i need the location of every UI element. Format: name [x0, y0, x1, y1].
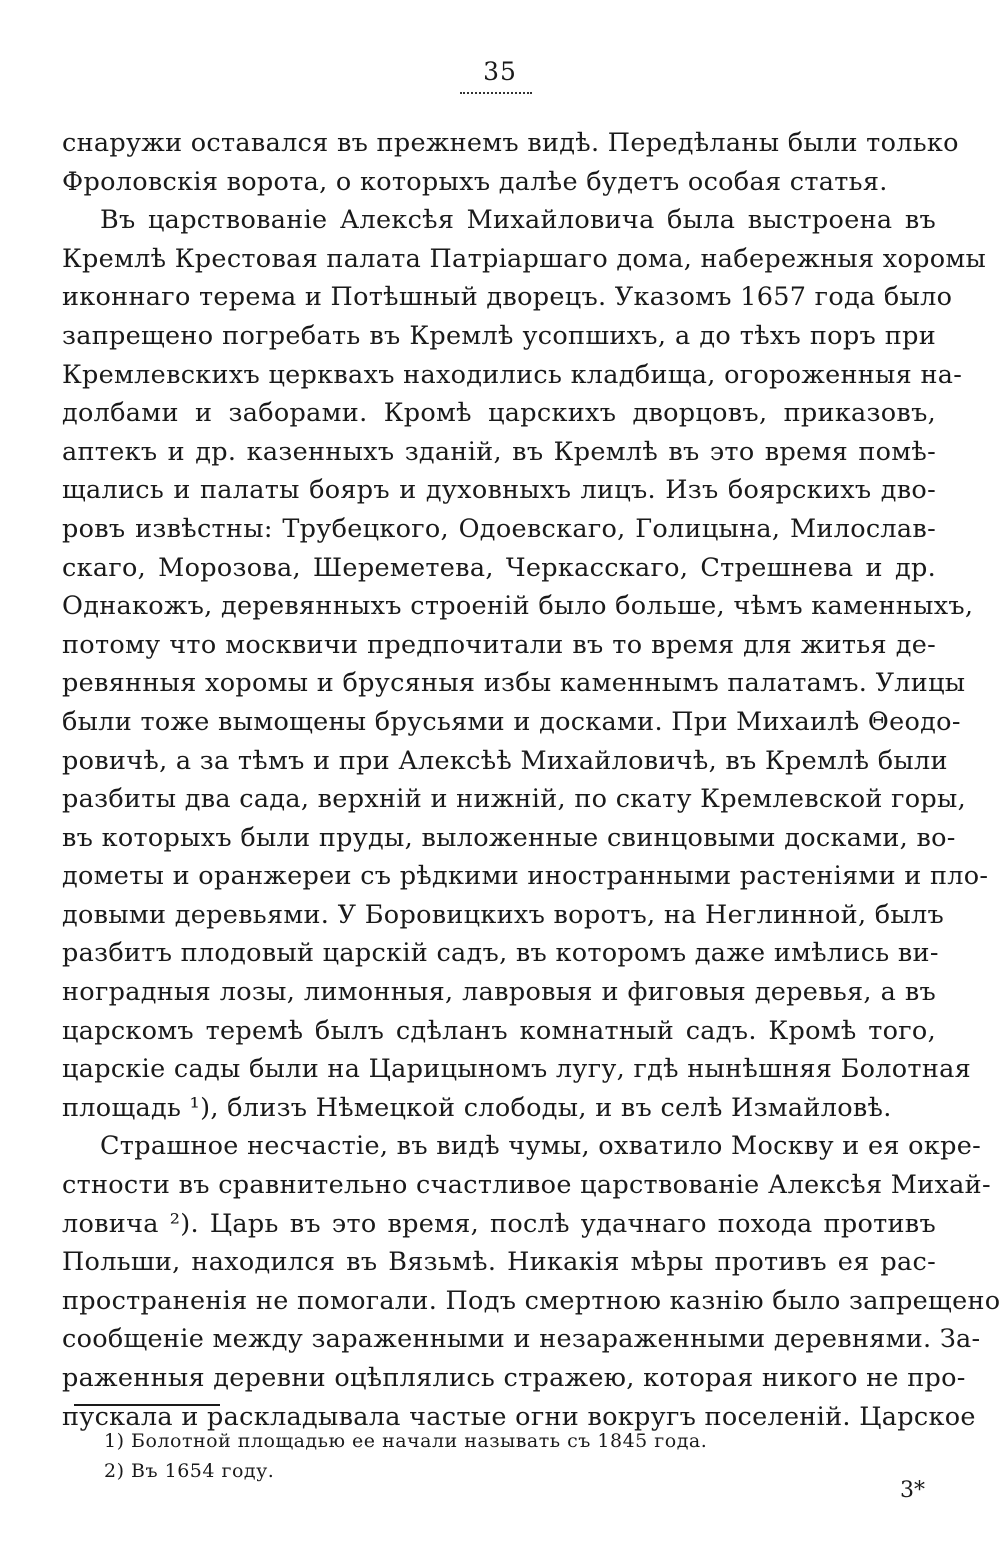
text-line: сообщеніе между зараженными и незараженными деревнями. За-: [62, 1324, 981, 1355]
text-line: иконнаго терема и Потѣшный дворецъ. Указомъ 1657 года было: [62, 282, 953, 313]
text-line: ловича ²). Царь въ это время, послѣ удачнаго похода противъ: [62, 1208, 936, 1239]
text-line: дометы и оранжереи съ рѣдкими иностранными растеніями и пло-: [62, 861, 989, 892]
signature-mark: 3*: [900, 1478, 925, 1503]
text-line: въ которыхъ были пруды, выложенные свинцовыми досками, во-: [62, 822, 956, 853]
body-text: [62, 124, 1000, 1436]
text-line: аптекъ и др. казенныхъ зданій, въ Кремлѣ въ это время помѣ-: [62, 436, 936, 467]
page-number: 35: [483, 57, 517, 86]
text-line: Польши, находился въ Вязьмѣ. Никакія мѣры противъ ея рас-: [62, 1247, 936, 1278]
text-line: разбиты два сада, верхній и нижній, по скату Кремлевской горы,: [62, 784, 967, 815]
text-line: щались и палаты бояръ и духовныхъ лицъ. Изъ боярскихъ дво-: [62, 475, 936, 506]
footnote-divider: [74, 1404, 220, 1406]
text-line: площадь ¹), близъ Нѣмецкой слободы, и въ селѣ Измайловѣ.: [62, 1092, 892, 1123]
text-line: раженныя деревни оцѣплялись стражею, которая никого не про-: [62, 1363, 966, 1393]
text-line: ревянныя хоромы и брусяныя избы каменнымъ палатамъ. Улицы: [62, 668, 966, 699]
text-line: ровъ извѣстны: Трубецкого, Одоевскаго, Голицына, Милослав-: [62, 513, 936, 544]
text-line: запрещено погребать въ Кремлѣ усопшихъ, а до тѣхъ поръ при: [62, 320, 936, 351]
text-line: царскіе сады были на Царицыномъ лугу, гдѣ нынѣшняя Болотная: [62, 1054, 972, 1085]
text-line: Фроловскія ворота, о которыхъ далѣе будетъ особая статья.: [62, 166, 888, 197]
text-line: Кремлевскихъ церквахъ находились кладбища, огороженныя на-: [62, 359, 963, 390]
footnote-1: 1) Болотной площадью ее начали называть съ 1845 года.: [104, 1430, 708, 1452]
text-line: скаго, Морозова, Шереметева, Черкасскаго, Стрешнева и др.: [62, 552, 936, 583]
text-line: долбами и заборами. Кромѣ царскихъ дворцовъ, приказовъ,: [62, 398, 936, 429]
text-line: пускала и раскладывала частые огни вокругъ поселеній. Царское: [62, 1401, 976, 1432]
text-line: были тоже вымощены брусьями и досками. При Михаилѣ Θеодо-: [62, 706, 961, 737]
text-line: пространенія не помогали. Подъ смертною казнію было запрещено: [62, 1285, 1000, 1316]
text-line: Страшное несчастіе, въ видѣ чумы, охватило Москву и ея окре-: [100, 1131, 982, 1162]
text-line: стности въ сравнительно счастливое царствованіе Алексѣя Михай-: [62, 1170, 991, 1201]
text-line: ноградныя лозы, лимонныя, лавровыя и фиговыя деревья, а въ: [62, 977, 936, 1008]
text-line: царскомъ теремѣ былъ сдѣланъ комнатный садъ. Кромѣ того,: [62, 1015, 936, 1046]
footnote-2: 2) Въ 1654 году.: [104, 1460, 275, 1482]
text-line: ровичѣ, а за тѣмъ и при Алексѣѣ Михайловичѣ, въ Кремлѣ были: [62, 745, 948, 776]
text-line: Въ царствованіе Алексѣя Михайловича была выстроена въ: [100, 205, 936, 236]
page-number-underline: [460, 92, 532, 94]
text-line: Кремлѣ Крестовая палата Патріаршаго дома, набережныя хоромы: [62, 243, 987, 274]
text-line: Однакожъ, деревянныхъ строеній было больше, чѣмъ каменныхъ,: [62, 591, 974, 622]
footnotes: [104, 1426, 804, 1486]
text-line: снаружи оставался въ прежнемъ видѣ. Передѣланы были только: [62, 128, 959, 158]
text-line: потому что москвичи предпочитали въ то время для житья де-: [62, 629, 936, 660]
text-line: довыми деревьями. У Боровицкихъ воротъ, на Неглинной, былъ: [62, 899, 945, 930]
text-line: разбитъ плодовый царскій садъ, въ которомъ даже имѣлись ви-: [62, 938, 939, 969]
